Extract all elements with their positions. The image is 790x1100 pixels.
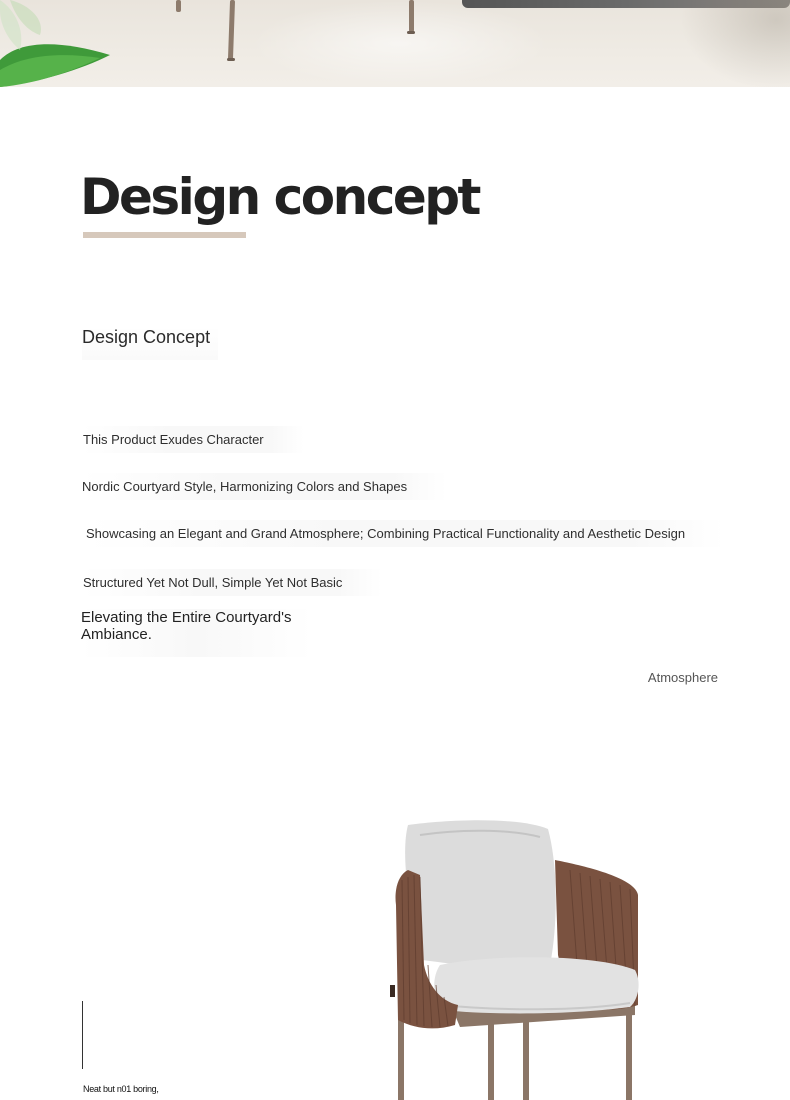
small-caption: Neat but n01 boring, xyxy=(83,1084,159,1094)
chair-leg xyxy=(228,0,235,60)
concept-line-3: Showcasing an Elegant and Grand Atmosphere; Combining Practical Functionality and Aesthetic Design xyxy=(86,520,725,547)
plant-leaves-icon xyxy=(0,0,120,87)
page-title: Design concept xyxy=(80,168,479,226)
chair-foot xyxy=(407,31,415,34)
elevate-statement: Elevating the Entire Courtyard's Ambiance. xyxy=(81,609,313,657)
section-subtitle: Design Concept xyxy=(82,327,218,360)
concept-line-1: This Product Exudes Character xyxy=(83,426,304,453)
title-underline xyxy=(83,232,246,238)
chair-leg xyxy=(409,0,414,32)
chair-front-left-leg xyxy=(488,1020,494,1100)
chair-leg xyxy=(176,0,181,12)
chair-front-right-leg xyxy=(523,1020,529,1100)
dining-chair-image xyxy=(380,815,650,1100)
frame-clip xyxy=(390,985,395,997)
floor-highlight xyxy=(250,0,550,87)
concept-line-4: Structured Yet Not Dull, Simple Yet Not Basic xyxy=(83,569,382,596)
atmosphere-label: Atmosphere xyxy=(647,670,718,685)
vertical-divider xyxy=(82,1001,83,1069)
back-cushion xyxy=(405,820,556,967)
concept-line-2: Nordic Courtyard Style, Harmonizing Colors and Shapes xyxy=(82,473,447,500)
chair-foot xyxy=(227,58,235,61)
hero-photo-strip xyxy=(0,0,790,87)
plant-shadow xyxy=(680,0,790,87)
